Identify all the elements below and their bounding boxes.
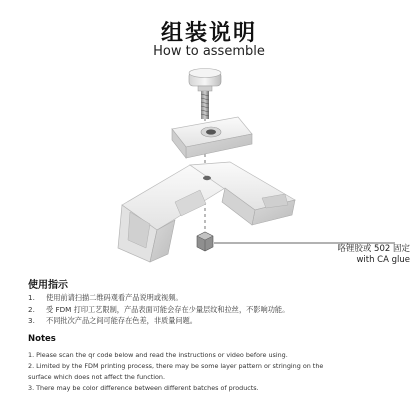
clamp-plate-part — [172, 117, 252, 158]
hex-nut-part — [197, 232, 213, 251]
glue-callout — [300, 244, 410, 266]
notes-line: surface which does not affect the function. — [28, 373, 166, 381]
list-item-text: 受 FDM 打印工艺限制，产品表面可能会存在少量层纹和拉丝，不影响功能。 — [46, 304, 290, 314]
list-item-number: 3. — [28, 316, 35, 325]
list-item — [28, 315, 398, 327]
thumb-screw-part — [189, 69, 221, 120]
list-item-text: 不同批次产品之间可能存在色差，非质量问题。 — [46, 316, 197, 325]
list-item-number: 2. — [28, 304, 35, 314]
notes-line: 1. Please scan the qr code below and read the instructions or video before using. — [28, 351, 288, 359]
notes-line: 2. Limited by the FDM printing process, there may be some layer pattern or stringing on the — [28, 362, 324, 370]
notes-list — [28, 350, 408, 394]
usage-heading: 使用指示 — [28, 280, 68, 291]
list-item-number: 1. — [28, 293, 35, 302]
notes-heading: Notes — [28, 334, 56, 344]
notes-line: 3. There may be color difference between different batches of products. — [28, 384, 259, 392]
list-item — [28, 292, 398, 304]
list-item — [28, 304, 398, 316]
page-title-cn: 组装说明 — [160, 21, 257, 46]
glue-callout-cn: 咯锂胶或 502 固定 — [337, 244, 410, 254]
list-item-text: 使用前请扫描二维码观看产品说明或视频。 — [46, 293, 183, 302]
page-title-en: How to assemble — [153, 44, 265, 59]
glue-callout-en: with CA glue — [356, 255, 410, 265]
usage-list — [28, 292, 398, 327]
